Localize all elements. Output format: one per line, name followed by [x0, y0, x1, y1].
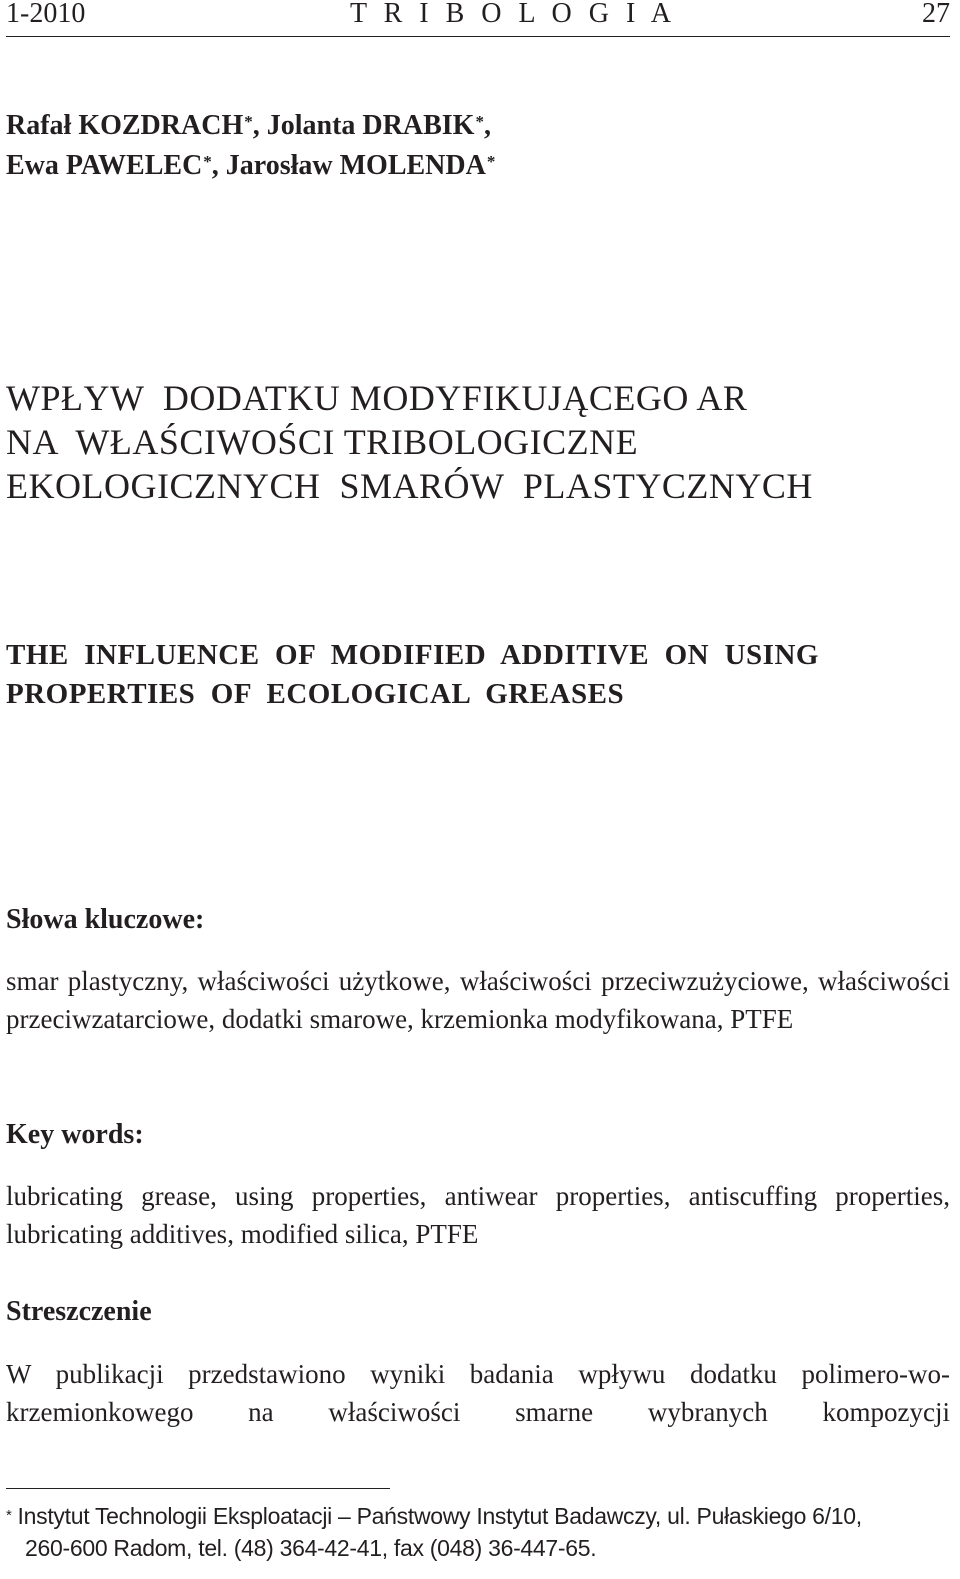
- affiliation-mark: *: [244, 112, 253, 131]
- keywords-en-heading: Key words:: [6, 1119, 144, 1150]
- title-english: [6, 636, 950, 714]
- footnote-mark: *: [6, 1507, 12, 1524]
- footnote-rule: [6, 1488, 390, 1489]
- running-header: [6, 0, 950, 37]
- keywords-pl-text: smar plastyczny, właściwości użytkowe, właściwości przeciwzużyciowe, właściwości przeciwzatarciowe, dodatki smarowe, krzemionka modyfikowana, PTFE: [6, 966, 950, 1034]
- affiliation-footnote: [6, 1500, 950, 1564]
- author-separator: ,: [483, 110, 491, 141]
- author-name: Rafał KOZDRACH: [6, 110, 244, 141]
- title-polish-line: WPŁYW DODATKU MODYFIKUJĄCEGO AR: [6, 378, 748, 418]
- authors-line-1: [6, 106, 950, 146]
- title-polish-line: EKOLOGICZNYCH SMARÓW PLASTYCZNYCH: [6, 466, 813, 506]
- title-polish: [6, 376, 950, 508]
- author-separator: ,: [252, 110, 267, 141]
- authors-block: [6, 106, 950, 186]
- footnote-line-2: 260-600 Radom, tel. (48) 364-42-41, fax (048) 36-447-65.: [25, 1535, 597, 1561]
- author-name: Jarosław MOLENDA: [225, 150, 486, 181]
- footnote-text: Instytut Technologii Eksploatacji – Państwowy Instytut Badawczy, ul. Pułaskiego 6/10,: [17, 1503, 862, 1529]
- authors-line-2: [6, 146, 950, 186]
- title-english-line: THE INFLUENCE OF MODIFIED ADDITIVE ON USING: [6, 639, 819, 671]
- title-polish-line: NA WŁAŚCIWOŚCI TRIBOLOGICZNE: [6, 422, 639, 462]
- author-name: Ewa PAWELEC: [6, 150, 203, 181]
- journal-name: T R I B O L O G I A: [350, 0, 676, 29]
- title-english-line: PROPERTIES OF ECOLOGICAL GREASES: [6, 678, 625, 710]
- abstract-text: W publikacji przedstawiono wyniki badania wpływu dodatku polimero-wo-krzemionkowego na właściwości smarne wybranych kompozycji: [6, 1359, 950, 1427]
- page-number: 27: [922, 0, 950, 29]
- author-name: Jolanta DRABIK: [266, 110, 475, 141]
- abstract-heading: Streszczenie: [6, 1296, 152, 1327]
- affiliation-mark: *: [475, 112, 484, 131]
- footnote-line-1: [6, 1500, 950, 1532]
- author-separator: ,: [211, 150, 226, 181]
- issue-number: 1-2010: [6, 0, 86, 29]
- affiliation-mark: *: [203, 152, 212, 171]
- affiliation-mark: *: [486, 152, 496, 171]
- keywords-pl-heading: Słowa kluczowe:: [6, 904, 205, 935]
- keywords-en-text: lubricating grease, using properties, antiwear properties, antiscuffing properties, lubricating additives, modified silica, PTFE: [6, 1181, 950, 1249]
